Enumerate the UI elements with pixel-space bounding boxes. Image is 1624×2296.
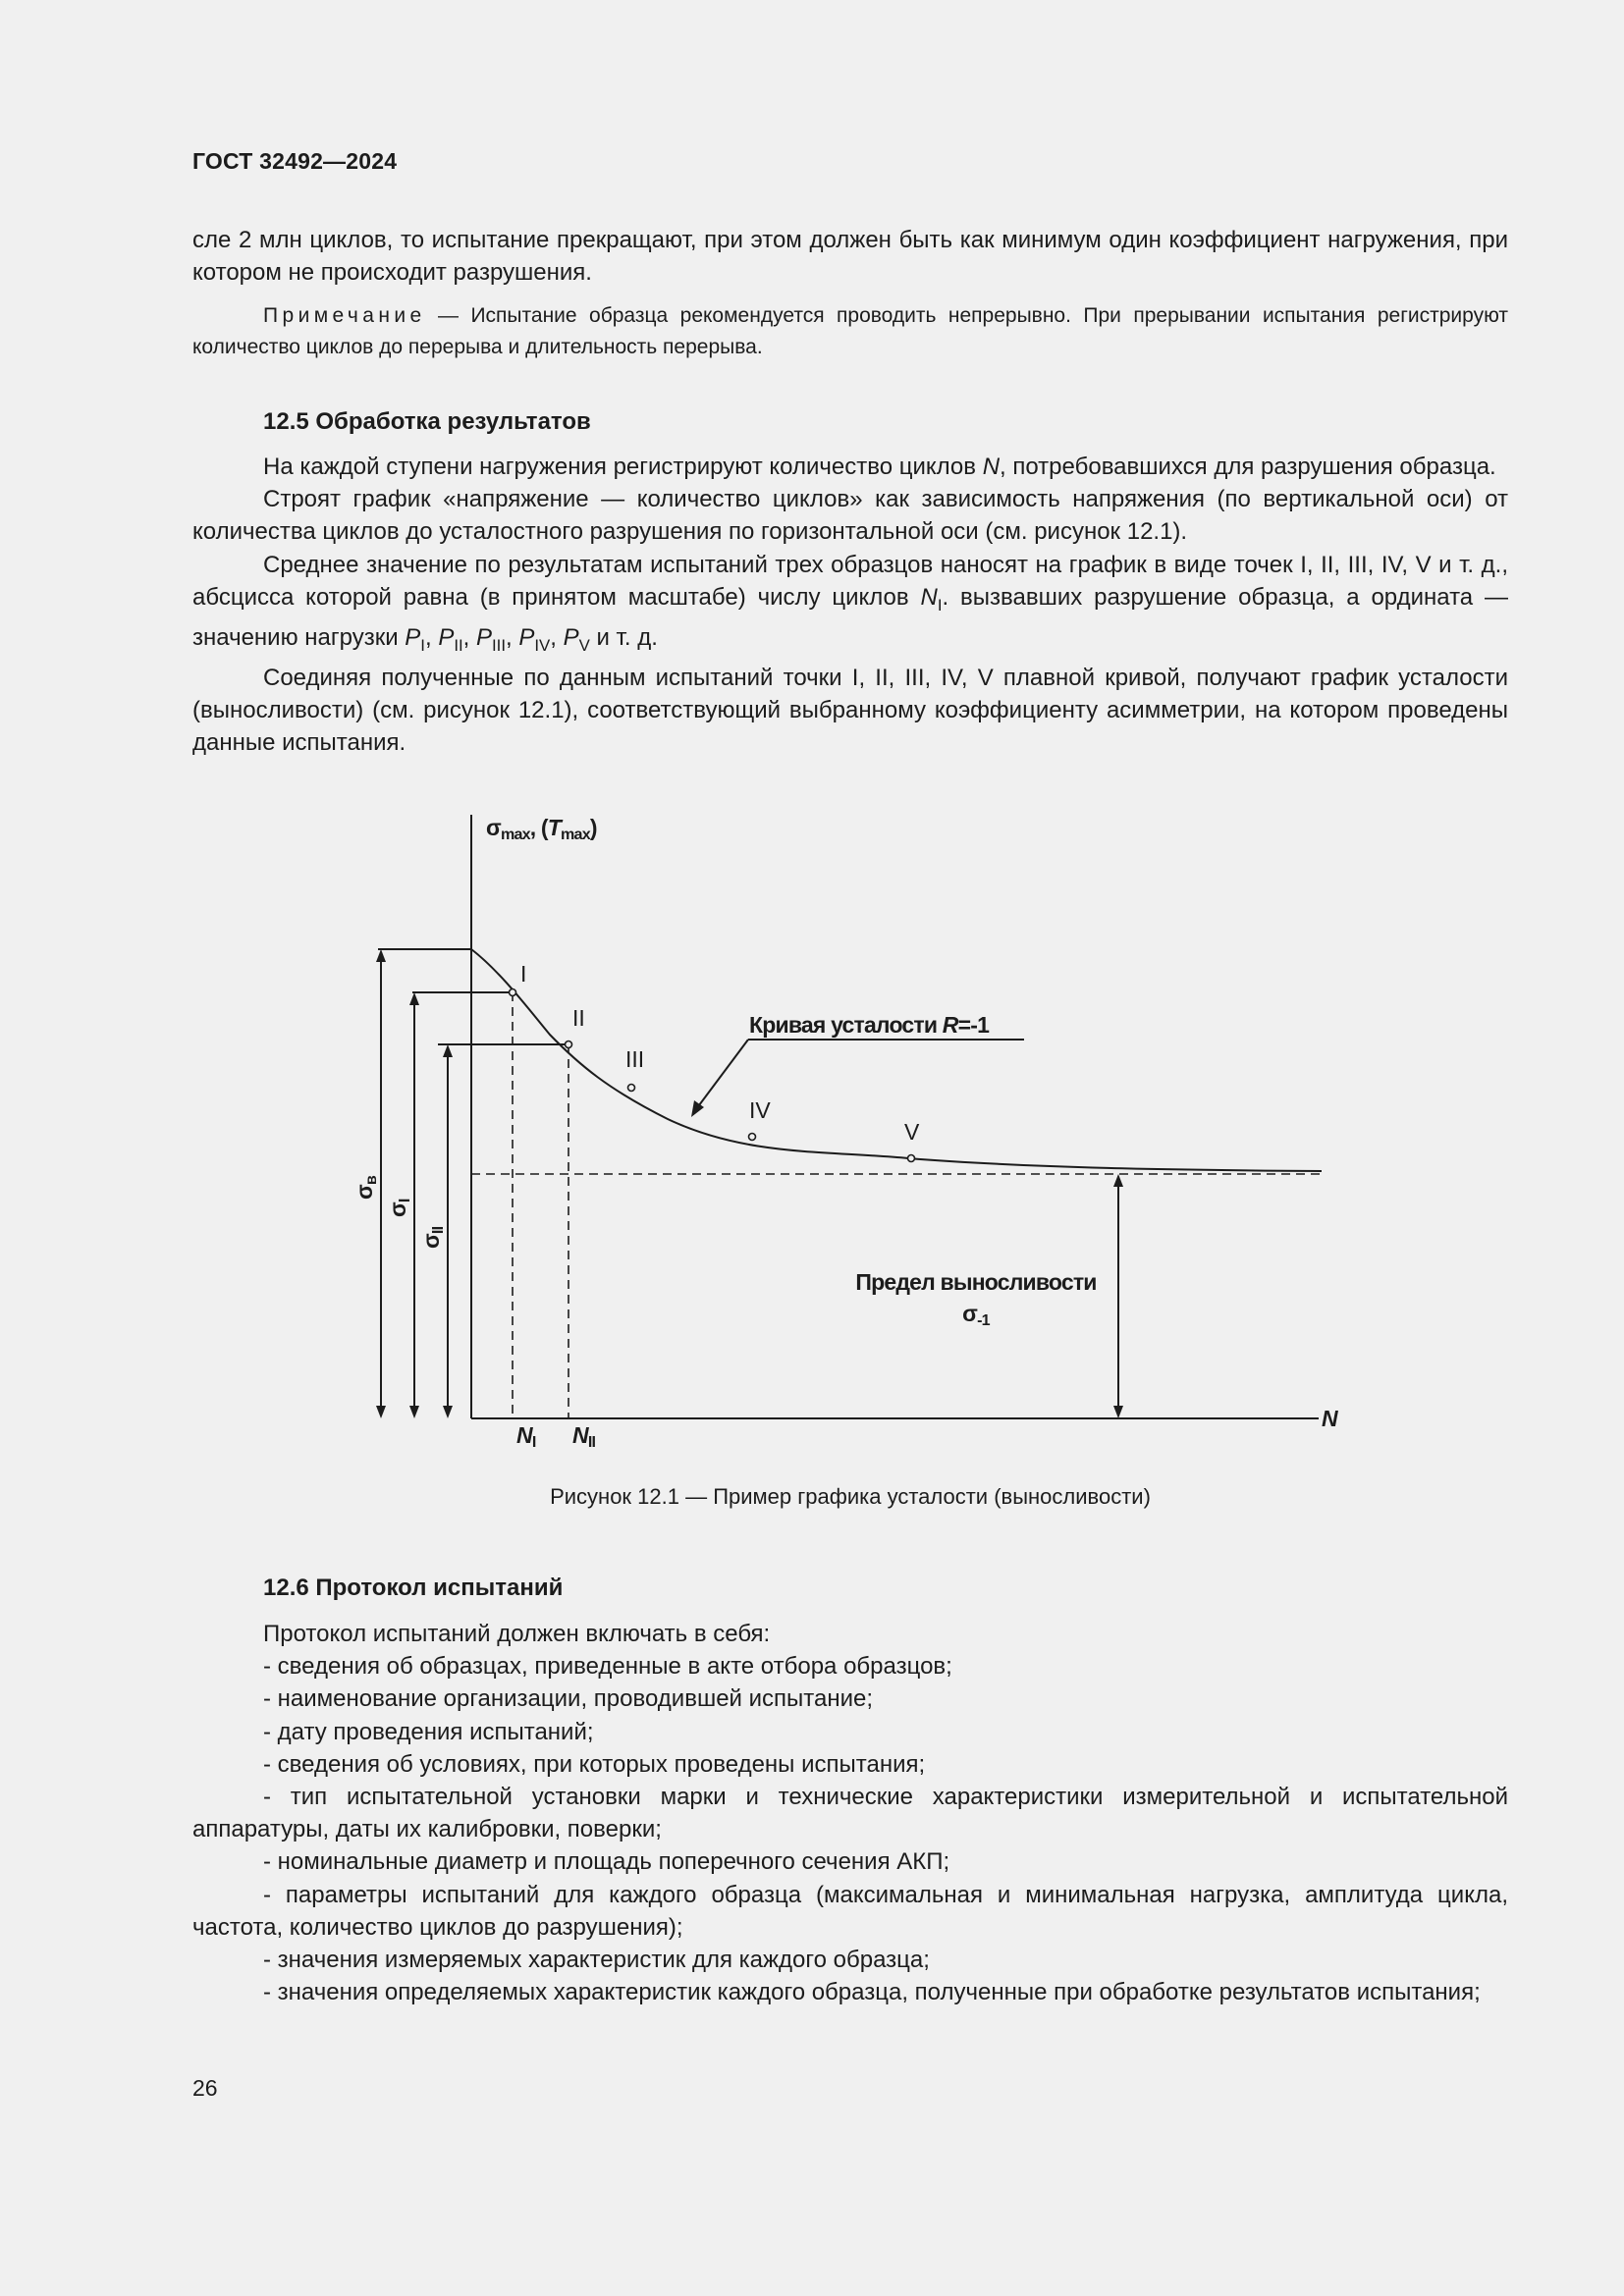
separator: , <box>550 623 564 651</box>
separator: , <box>424 623 439 651</box>
x-axis-title: N <box>1322 1406 1337 1431</box>
page-number: 26 <box>192 2075 218 2101</box>
text-run: и т. д. <box>589 623 658 651</box>
NI-label: NI <box>516 1422 536 1451</box>
point-label-II: II <box>572 1005 585 1031</box>
variable-P: P <box>563 623 579 651</box>
list-item: - параметры испытаний для каждого образца (максимальная и минимальная нагрузка, амплитуда цикла, частота, количество циклов до разрушения); <box>192 1881 1508 1941</box>
list-item: - значения определяемых характеристик каждого образца, полученные при обработке результатов испытания; <box>263 1979 1481 2006</box>
data-point-III <box>628 1085 635 1092</box>
subscript: V <box>578 635 590 655</box>
arrowhead <box>443 1044 453 1057</box>
point-label-V: V <box>904 1119 920 1145</box>
paragraph: Соединяя полученные по данным испытаний точки I, II, III, IV, V плавной кривой, получают график усталости (выносливости) (см. рисунок 12.1), соответствующий выбранному коэффициенту асимметрии, на котором проведены данные испытания. <box>192 664 1508 757</box>
variable-P: P <box>518 623 535 651</box>
list-item: - значения измеряемых характеристик для каждого образца; <box>263 1947 930 1974</box>
sigma-b-label: σв <box>352 1175 380 1200</box>
list-item: - сведения об образцах, приведенные в акте отбора образцов; <box>263 1653 952 1681</box>
paragraph: Строят график «напряжение — количество циклов» как зависимость напряжения (по вертикальной оси) от количества циклов до усталостного разрушения по горизонтальной оси (см. рисунок 12.1). <box>192 486 1508 546</box>
variable-N: N <box>920 583 938 611</box>
data-point-V <box>908 1155 915 1162</box>
variable-P: P <box>476 623 493 651</box>
list-item: - сведения об условиях, при которых проведены испытания; <box>263 1750 926 1778</box>
variable-P: P <box>438 623 455 651</box>
note-label: Примечание <box>263 304 426 328</box>
variable-P: P <box>405 623 421 651</box>
list-item: - тип испытательной установки марки и технические характеристики измерительной и испытательной аппаратуры, даты их калибровки, поверки; <box>192 1784 1508 1843</box>
figure-caption: Рисунок 12.1 — Пример графика усталости (выносливости) <box>550 1484 1151 1509</box>
arrowhead <box>409 992 419 1005</box>
list-item: - дату проведения испытаний; <box>263 1718 594 1745</box>
list-item: - номинальные диаметр и площадь поперечного сечения АКП; <box>263 1848 950 1876</box>
y-axis-title: σmax, (Tmax) <box>486 815 597 843</box>
text-run: . вызвавших разрушение образца, а ордината — значению нагрузки <box>192 583 1508 651</box>
endurance-limit-symbol: σ-1 <box>962 1301 990 1329</box>
text-run: , потребовавшихся для разрушения образца. <box>1000 454 1496 480</box>
arrowhead <box>1113 1174 1123 1187</box>
subscript: I <box>937 595 943 614</box>
list-item: - наименование организации, проводившей испытание; <box>263 1685 874 1713</box>
paragraph: Протокол испытаний должен включать в себя: <box>263 1621 771 1647</box>
data-point-I <box>510 989 516 996</box>
fatigue-curve <box>471 949 1322 1171</box>
section-heading: 12.6 Протокол испытаний <box>263 1575 564 1601</box>
subscript: IV <box>534 635 551 655</box>
subscript: I <box>420 635 425 655</box>
arrowhead <box>376 949 386 962</box>
separator: , <box>462 623 476 651</box>
section-12-6 <box>192 1572 1508 2008</box>
arrowhead <box>376 1406 386 1418</box>
text-run: Среднее значение по результатам испытаний трех образцов наносят на график в виде точек I, II, III, IV, V и т. д., абсцисса которой равна (в принятом масштабе) числу циклов <box>192 551 1508 611</box>
point-label-I: I <box>520 961 527 987</box>
curve-label: Кривая усталости R=-1 <box>749 1012 990 1038</box>
data-point-IV <box>749 1134 756 1141</box>
arrowhead <box>443 1406 453 1418</box>
subscript: II <box>454 635 463 655</box>
sigma-I-label: σI <box>385 1199 413 1217</box>
text-run: На каждой ступени нагружения регистрируют количество циклов <box>263 454 983 480</box>
intro-paragraph: сле 2 млн циклов, то испытание прекращают, при этом должен быть как минимум один коэффициент нагружения, при котором не происходит разрушения. <box>192 227 1508 287</box>
document-header: ГОСТ 32492—2024 <box>192 148 398 174</box>
sigma-II-label: σII <box>418 1226 447 1249</box>
point-label-III: III <box>625 1046 645 1072</box>
section-heading: 12.5 Обработка результатов <box>263 408 591 435</box>
point-label-IV: IV <box>749 1097 771 1123</box>
NII-label: NII <box>572 1422 596 1451</box>
endurance-limit-label: Предел выносливости <box>855 1269 1097 1295</box>
data-point-II <box>566 1041 572 1048</box>
subscript: III <box>492 635 507 655</box>
note-text: — Испытание образца рекомендуется проводить непрерывно. При прерывании испытания регистрируют количество циклов до перерыва и длительность перерыва. <box>192 304 1508 359</box>
arrowhead <box>409 1406 419 1418</box>
variable-N: N <box>982 454 1001 480</box>
arrowhead <box>1113 1406 1123 1418</box>
separator: , <box>506 623 519 651</box>
curve-label-leader <box>693 1040 748 1113</box>
